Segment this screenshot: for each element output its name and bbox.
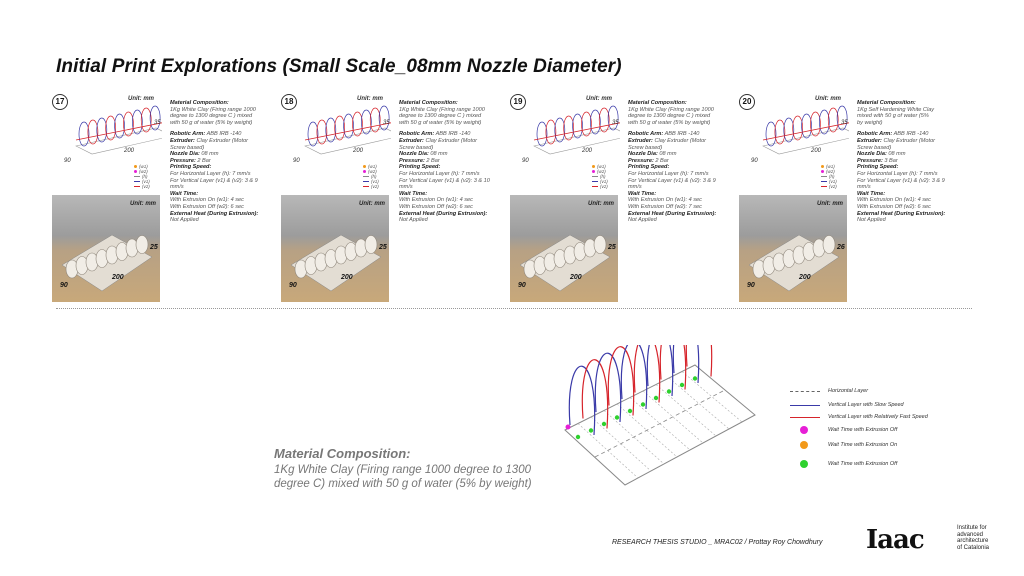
institute-line-4: of Catalonia [957,544,990,551]
mc-label: Material Composition: [857,100,916,106]
pressure-label: Pressure: [857,157,883,164]
mc_lines-line: with 50 g of water (5% by weight) [628,119,711,126]
nozzle-value: 08 mm [888,151,906,158]
wait-point-start [566,425,571,430]
legend-swatch [134,186,140,187]
extr_lines-line: Screw based) [170,144,205,151]
print-photo [281,195,389,302]
photo-dim-height: 25 [150,244,158,251]
loop-path [837,106,847,130]
heat-value: Not Applied [628,217,657,224]
loop-path [132,110,142,134]
material-composition-summary [274,446,574,491]
wait-label: Wait Time: [857,190,886,197]
speed-label: Printing Speed: [170,164,212,171]
loop-path [317,120,327,144]
legend-label: (w2) [597,169,606,174]
pressure-label: Pressure: [170,157,196,164]
toolpath-diagram [560,345,775,505]
wait-point-off [589,428,593,432]
loop-path [546,120,556,144]
extr_lines-line: Clay Extruder (Motor [196,137,249,144]
robot-value: ABB IRB -140 [664,131,700,138]
dim-height: 35 [841,120,848,126]
photo-unit-label: Unit: mm [130,201,156,207]
legend-row [790,426,897,434]
clay-loop [365,236,377,254]
nozzle-label: Nozzle Dia: [170,151,200,158]
wait-point-off [693,376,697,380]
legend-swatch [363,176,369,177]
loop-path [370,108,380,132]
mc_lines-line: mixed with 50 g of water (5% [857,113,929,120]
speed-label: Printing Speed: [857,164,899,171]
nozzle-value: 08 mm [430,151,448,158]
heat-value: Not Applied [399,217,428,224]
legend-label: (v2) [142,184,150,189]
pressure-label: Pressure: [628,157,654,164]
loop-path [775,120,785,144]
dim-width: 90 [64,158,71,164]
legend-row [790,460,897,468]
speed_lines-line: For Vertical Layer (v1) & (v2): 3 & 9 [628,177,716,184]
diagram-legend [592,164,608,189]
pressure-value: 2 Bar [197,157,211,164]
speed_lines-line: For Horizontal Layer (h): 7 mm/s [628,170,709,177]
institute-name [957,525,989,551]
loop-path [810,112,820,136]
loop-path [802,114,812,138]
photo-dim-height: 25 [608,244,616,251]
loop-path [564,116,574,140]
loop-path [599,108,609,132]
loop-path [326,118,336,142]
print-number-badge: 18 [281,94,297,110]
clay-loop [136,236,148,254]
mc-label: Material Composition: [170,100,229,106]
extruder-label: Extruder: [399,137,424,144]
legend-label: (h) [600,174,606,179]
pressure-label: Pressure: [399,157,425,164]
dim-width: 90 [293,158,300,164]
wait-point-off [680,383,684,387]
dim-length: 200 [124,148,135,154]
extr_lines-line: Clay Extruder (Motor [883,137,936,144]
print-card-19 [510,92,734,302]
robot-label: Robotic Arm: [628,131,664,138]
print-number-badge: 19 [510,94,526,110]
legend-label: (v1) [371,179,379,184]
robot-value: ABB IRB -140 [893,131,929,138]
wait_lines-line: With Extrusion On (w1): 4 sec [170,197,244,204]
iaac-logo: Iaac [866,525,924,555]
loop-path [352,112,362,136]
print-number-badge: 17 [52,94,68,110]
photo-dim-width: 90 [518,282,526,289]
legend-row [790,388,868,394]
dim-length: 200 [353,148,364,154]
material-line-2: degree C) mixed with 50 g of water (5% by weight) [274,478,532,490]
wait-label: Wait Time: [170,190,199,197]
page-title: Initial Print Explorations (Small Scale_08mm Nozzle Diameter) [56,56,622,77]
unit-label: Unit: mm [357,96,383,102]
robot-value: ABB IRB -140 [435,131,471,138]
dim-width: 90 [751,158,758,164]
extr_lines-line: Screw based) [399,144,434,151]
legend-item [592,184,608,189]
legend-swatch [134,165,137,168]
loop-path [828,108,838,132]
photo-print [739,195,847,302]
nozzle-value: 08 mm [201,151,219,158]
legend-swatch [821,176,827,177]
loop-path [88,120,98,144]
legend-swatch [592,165,595,168]
legend-label: (v1) [829,179,837,184]
legend-label: (w1) [368,164,377,169]
speed_lines-line: mm/s [399,184,413,191]
wait-point-off [654,396,658,400]
speed_lines-line: For Vertical Layer (v1) & (v2): 3 & 9 [170,177,258,184]
mc_lines-line: by weight) [857,119,883,126]
mc_lines-line: with 50 g of water (5% by weight) [399,119,482,126]
footer-credit: RESEARCH THESIS STUDIO _ MRAC02 / Prottay Roy Chowdhury [612,539,823,546]
legend-swatch [592,186,598,187]
heat-value: Not Applied [170,217,199,224]
nozzle-label: Nozzle Dia: [857,151,887,158]
robot-label: Robotic Arm: [170,131,206,138]
mc_lines-line: degree to 1300 degree C ) mixed [628,113,711,120]
nozzle-label: Nozzle Dia: [628,151,658,158]
wait-point-off [641,402,645,406]
photo-unit-label: Unit: mm [359,201,385,207]
legend-swatch [134,176,140,177]
wait-point-off [628,409,632,413]
print-card-20 [739,92,963,302]
print-parameters [399,100,507,224]
mc_lines-line: 1Kg Self Hardening White Clay [857,106,935,113]
wait_lines-line: With Extrusion On (w1): 4 sec [399,197,473,204]
nozzle-label: Nozzle Dia: [399,151,429,158]
dim-width: 90 [522,158,529,164]
print-photo [739,195,847,302]
legend-item [821,184,837,189]
dim-height: 35 [612,120,619,126]
print-card-18 [281,92,505,302]
loop-path [308,122,318,146]
heat-label: External Heat (During Extrusion): [857,210,946,217]
legend-swatch [592,181,598,182]
print-parameters [857,100,965,224]
wait_lines-line: With Extrusion On (w1): 4 sec [628,197,702,204]
photo-print [510,195,618,302]
wait_lines-line: With Extrusion Off (w2): 6 sec [399,203,473,210]
pressure-value: 2 Bar [655,157,669,164]
loop-path [344,114,354,138]
photo-print [281,195,389,302]
legend-swatch [821,186,827,187]
legend-item [134,184,150,189]
loop-path [590,110,600,134]
dot-swatch [800,426,808,434]
mc_lines-line: degree to 1300 degree C ) mixed [399,113,482,120]
loop-path [379,106,389,130]
loop-path [141,108,151,132]
unit-label: Unit: mm [586,96,612,102]
photo-unit-label: Unit: mm [817,201,843,207]
material-line-1: 1Kg White Clay (Firing range 1000 degree to 1300 [274,464,531,476]
institute-line-1: Institute for [957,525,987,531]
speed_lines-line: mm/s [857,184,871,191]
loop-path [819,110,829,134]
legend-label: (v1) [142,179,150,184]
legend-label: Vertical Layer with Slow Speed [828,402,904,408]
legend-label: Wait Time with Extrusion Off [828,427,898,433]
legend-swatch [821,170,824,173]
legend-label: (h) [142,174,148,179]
speed-label: Printing Speed: [399,164,441,171]
mc-label: Material Composition: [399,100,458,106]
wait-point-off [667,389,671,393]
photo-dim-width: 90 [747,282,755,289]
photo-dim-length: 200 [799,274,811,281]
legend-label: (v2) [829,184,837,189]
legend-row [790,414,928,420]
extr_lines-line: Clay Extruder (Motor [654,137,707,144]
photo-dim-height: 25 [379,244,387,251]
horizontal-layer-path [595,390,725,457]
legend-label: (w1) [139,164,148,169]
legend-label: (v2) [600,184,608,189]
legend-label: (w1) [826,164,835,169]
loop-path [335,116,345,140]
loop-path [581,112,591,136]
dash-swatch [790,391,820,392]
legend-label: Wait Time with Extrusion Off [828,461,898,467]
heat-value: Not Applied [857,217,886,224]
loop-path [115,114,125,138]
loop-path [573,114,583,138]
photo-unit-label: Unit: mm [588,201,614,207]
wait_lines-line: With Extrusion Off (w2): 6 sec [857,203,931,210]
legend-swatch [134,170,137,173]
dim-height: 35 [383,120,390,126]
legend-label: (w2) [139,169,148,174]
legend-swatch [363,170,366,173]
diagram-legend [363,164,379,189]
mc_lines-line: 1Kg White Clay (Firing range 1000 [628,106,714,113]
legend-item [363,184,379,189]
line-swatch [790,417,820,418]
print-number-badge: 20 [739,94,755,110]
legend-swatch [363,165,366,168]
photo-dim-width: 90 [60,282,68,289]
loop-path [766,122,776,146]
extruder-label: Extruder: [628,137,653,144]
loop-path [150,106,160,130]
wait-point-off [615,415,619,419]
loop-path [555,118,565,142]
legend-label: (v2) [371,184,379,189]
photo-print [52,195,160,302]
legend-row [790,441,897,449]
unit-label: Unit: mm [128,96,154,102]
extr_lines-line: Screw based) [857,144,892,151]
photo-dim-width: 90 [289,282,297,289]
unit-label: Unit: mm [815,96,841,102]
wait_lines-line: With Extrusion On (w1): 4 sec [857,197,931,204]
loop-path [608,106,618,130]
legend-label: (w2) [368,169,377,174]
loop-path [123,112,133,136]
loop-path [361,110,371,134]
legend-swatch [134,181,140,182]
wait_lines-line: With Extrusion Off (w2): 7 sec [628,203,702,210]
mc_lines-line: degree to 1300 degree C ) mixed [170,113,253,120]
speed_lines-line: mm/s [628,184,642,191]
pressure-value: 2 Bar [426,157,440,164]
extr_lines-line: Screw based) [628,144,663,151]
institute-line-3: architecture [957,538,989,544]
loop-path [79,122,89,146]
legend-label: (w2) [826,169,835,174]
loop-path [537,122,547,146]
speed_lines-line: For Vertical Layer (v1) & (v2): 3 & 9 [857,177,945,184]
wait-point-off [602,422,606,426]
extruder-label: Extruder: [857,137,882,144]
print-parameters [628,100,736,224]
print-card-17 [52,92,276,302]
legend-label: Wait Time with Extrusion On [828,442,898,448]
legend-label: (h) [371,174,377,179]
robot-value: ABB IRB -140 [206,131,242,138]
speed_lines-line: For Horizontal Layer (h): 7 mm/s [170,170,251,177]
speed_lines-line: For Horizontal Layer (h): 7 mm/s [399,170,480,177]
pressure-value: 3 Bar [884,157,898,164]
heat-label: External Heat (During Extrusion): [628,210,717,217]
dot-swatch [800,441,808,449]
institute-line-2: advanced [957,531,984,538]
legend-label: (h) [829,174,835,179]
diagram-legend [134,164,150,189]
loop-path [784,118,794,142]
speed_lines-line: For Horizontal Layer (h): 7 mm/s [857,170,938,177]
legend-label: (v1) [600,179,608,184]
robot-label: Robotic Arm: [399,131,435,138]
legend-label: Horizontal Layer [828,388,869,394]
loop-path [97,118,107,142]
wait_lines-line: With Extrusion Off (w2): 6 sec [170,203,244,210]
loop-path [793,116,803,140]
wait-label: Wait Time: [399,190,428,197]
print-parameters [170,100,278,224]
dim-height: 35 [154,120,161,126]
print-photo [510,195,618,302]
robot-label: Robotic Arm: [857,131,893,138]
dim-length: 200 [811,148,822,154]
legend-swatch [821,165,824,168]
wait-point-off [576,435,580,439]
dot-swatch [800,460,808,468]
mc-label: Material Composition: [628,100,687,106]
speed_lines-line: For Vertical Layer (v1) & (v2): 3 & 10 [399,177,490,184]
legend-label: Vertical Layer with Relatively Fast Speed [828,414,928,420]
legend-label: (w1) [597,164,606,169]
speed_lines-line: mm/s [170,184,184,191]
diagram-legend [821,164,837,189]
clay-loop [823,236,835,254]
section-divider [56,308,972,309]
nozzle-value: 08 mm [659,151,677,158]
line-swatch [790,405,820,406]
photo-dim-height: 26 [837,244,845,251]
photo-dim-length: 200 [570,274,582,281]
extruder-label: Extruder: [170,137,195,144]
heat-label: External Heat (During Extrusion): [170,210,259,217]
wait-label: Wait Time: [628,190,657,197]
legend-row [790,402,904,408]
mc_lines-line: 1Kg White Clay (Firing range 1000 [399,106,485,113]
speed-label: Printing Speed: [628,164,670,171]
extr_lines-line: Clay Extruder (Motor [425,137,478,144]
loop-path [106,116,116,140]
clay-loop [594,236,606,254]
legend-swatch [363,181,369,182]
legend-swatch [592,170,595,173]
heat-label: External Heat (During Extrusion): [399,210,488,217]
legend-swatch [592,176,598,177]
legend-swatch [363,186,369,187]
mc_lines-line: with 50 g of water (5% by weight) [170,119,253,126]
photo-dim-length: 200 [341,274,353,281]
print-photo [52,195,160,302]
legend-swatch [821,181,827,182]
mc_lines-line: 1Kg White Clay (Firing range 1000 [170,106,256,113]
dim-length: 200 [582,148,593,154]
photo-dim-length: 200 [112,274,124,281]
material-heading: Material Composition: [274,446,411,461]
